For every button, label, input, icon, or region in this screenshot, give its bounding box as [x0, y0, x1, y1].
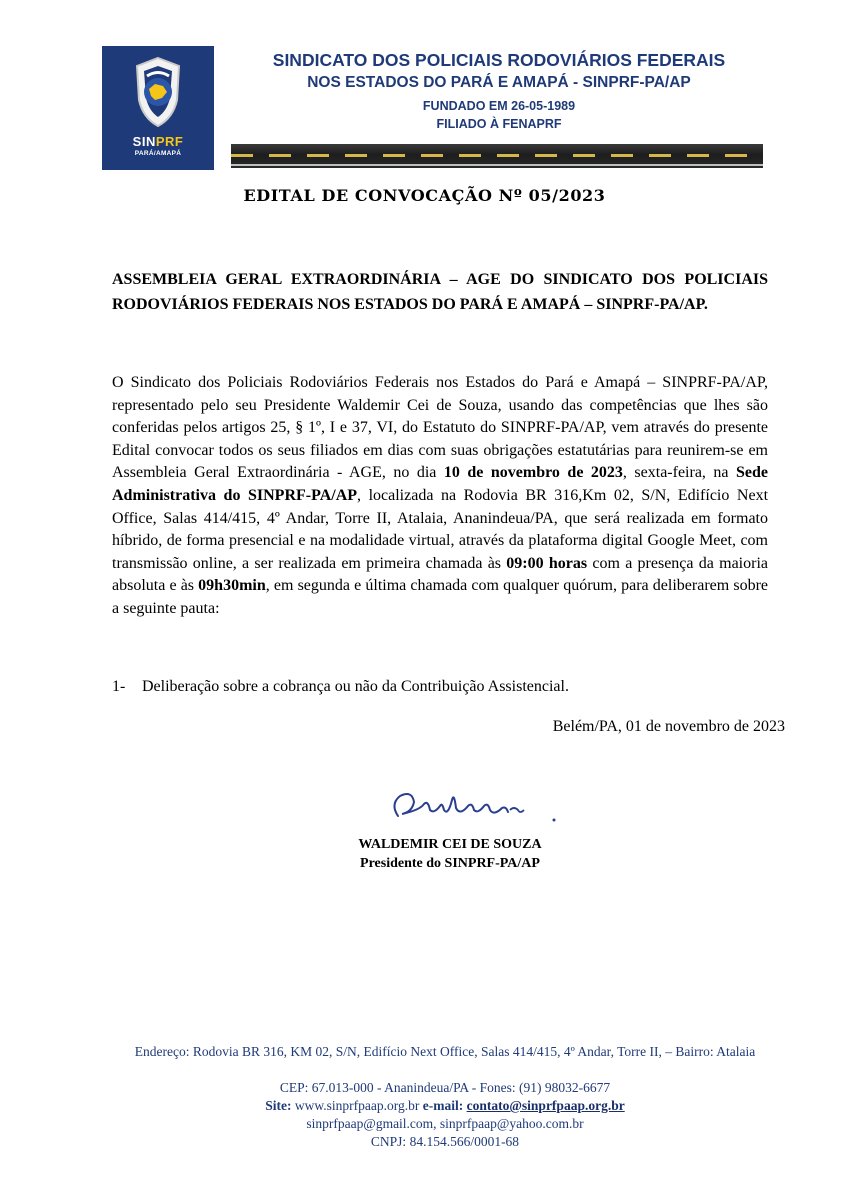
footer-address: Endereço: Rodovia BR 316, KM 02, S/N, Edifício Next Office, Salas 414/415, 4º Andar, Torre II, – Bairro: Atalaia — [134, 1044, 756, 1059]
agenda-item-number: 1- — [112, 678, 126, 695]
email-link[interactable]: contato@sinprfpaap.org.br — [466, 1098, 625, 1113]
site-link[interactable]: www.sinprfpaap.org.br — [291, 1098, 423, 1113]
logo-subtitle: PARÁ/AMAPÁ — [134, 150, 182, 157]
second-call-time: 09h30min — [198, 577, 266, 595]
document-heading: EDITAL DE CONVOCAÇÃO Nº 05/2023 — [243, 186, 606, 205]
footer-cep-phone: CEP: 67.013-000 - Ananindeua/PA - Fones: (91) 98032-6677 — [279, 1080, 611, 1095]
place-date: Belém/PA, 01 de novembro de 2023 — [552, 718, 785, 735]
signer-role: Presidente do SINPRF-PA/AP — [360, 856, 540, 871]
road-banner — [231, 144, 763, 168]
header-founded: FUNDADO EM 26-05-1989 — [422, 99, 576, 113]
sinprf-logo — [102, 46, 214, 170]
document-title: ASSEMBLEIA GERAL EXTRAORDINÁRIA – AGE DO SINDICATO DOS POLICIAIS RODOVIÁRIOS FEDERAIS NOS ESTADOS DO PARÁ E AMAPÁ – SINPRF-PA/AP. — [112, 271, 768, 313]
footer-emails: sinprfpaap@gmail.com, sinprfpaap@yahoo.com.br — [306, 1116, 584, 1131]
agenda-item-text: Deliberação sobre a cobrança ou não da Contribuição Assistencial. — [142, 678, 569, 695]
badge-shield-icon — [133, 56, 183, 128]
handwritten-signature — [378, 780, 578, 830]
logo-brand: SINPRF — [132, 134, 184, 149]
header-line-1: SINDICATO DOS POLICIAIS RODOVIÁRIOS FEDERAIS — [272, 50, 726, 70]
footer-cnpj: CNPJ: 84.154.566/0001-68 — [370, 1134, 520, 1149]
header-affiliation: FILIADO À FENAPRF — [436, 117, 562, 131]
meeting-date: 10 de novembro de 2023 — [443, 464, 623, 482]
footer-web: Site: www.sinprfpaap.org.br e-mail: contato@sinprfpaap.org.br — [265, 1098, 625, 1113]
header-line-2: NOS ESTADOS DO PARÁ E AMAPÁ - SINPRF-PA/AP — [307, 74, 691, 91]
first-call-time: 09:00 horas — [506, 554, 588, 572]
agenda-item — [112, 678, 569, 696]
document-body: O Sindicato dos Policiais Rodoviários Federais nos Estados do Pará e Amapá – SINPRF-PA/AP, representado pelo seu Presidente Waldemir Cei de Souza, usando das competências que lhes são conferidas pelos artigos 25, § 1º, I e 37, VI, do Estatuto do SINPRF-PA/AP, vem através do presente Edital convocar todos os seus filiados em dias com suas obrigações estatutárias para reunirem-se em Assembleia Geral Extraordinária - AGE, no dia 10 de novembro de 2023, sexta-feira, na Sede Administrativa do SINPRF-PA/AP, localizada na Rodovia BR 316,Km 02, S/N, Edifício Next Office, Salas 414/415, 4º Andar, Torre II, Atalaia, Ananindeua/PA, que será realizada em formato híbrido, de forma presencial e na modalidade virtual, através da plataforma digital Google Meet, com transmissão online, a ser realizada em primeira chamada às 09:00 horas com a presença da maioria absoluta e às 09h30min, em segunda e última chamada com qualquer quórum, para deliberarem sobre a seguinte pauta: — [112, 374, 769, 617]
signer-name: WALDEMIR CEI DE SOUZA — [358, 837, 542, 852]
meeting-venue: Sede Administrativa do SINPRF-PA/AP — [112, 464, 769, 504]
